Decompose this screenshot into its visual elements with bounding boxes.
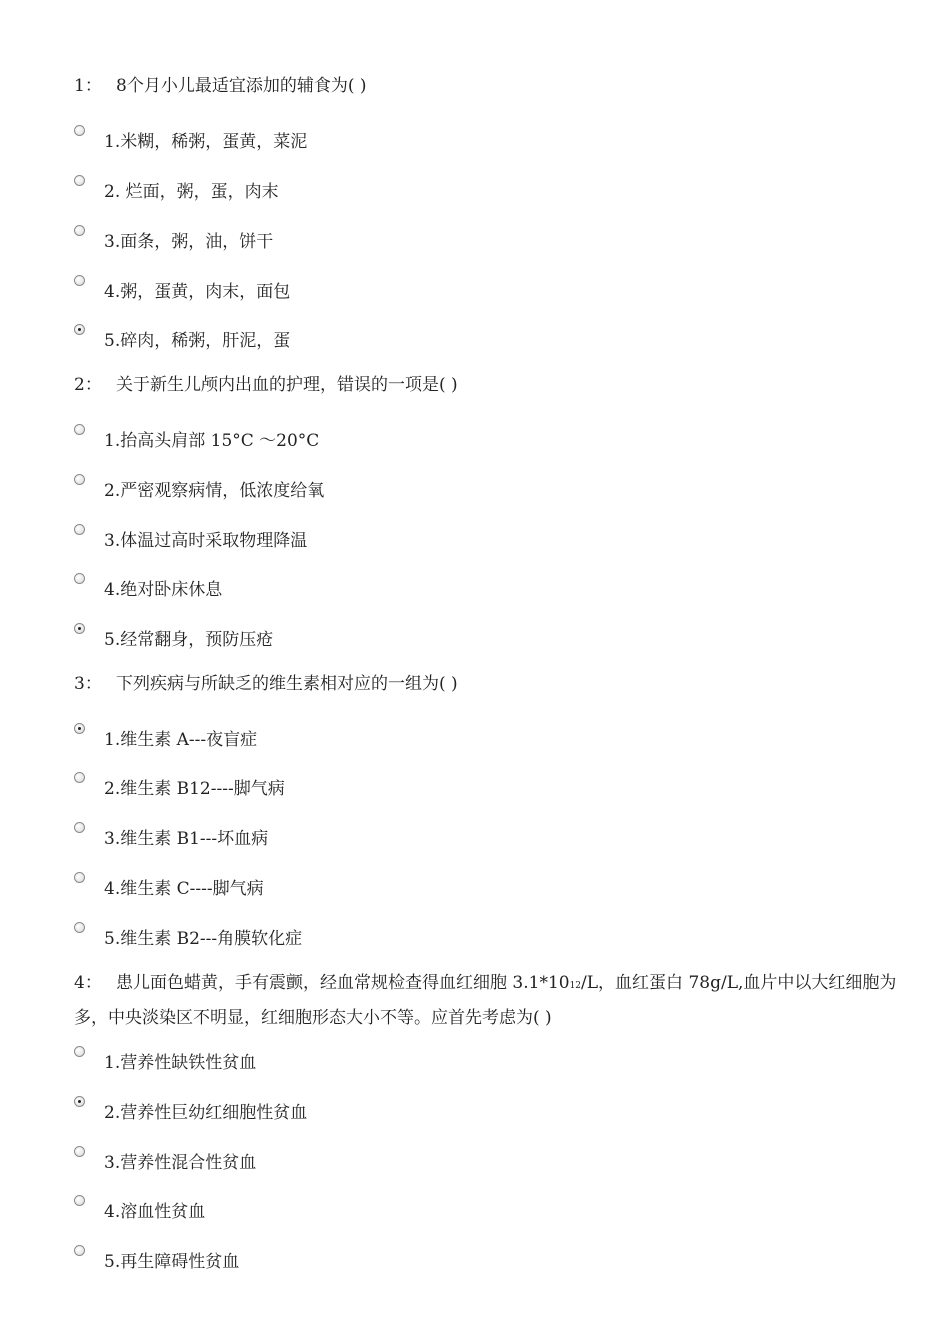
radio-button[interactable] (74, 573, 85, 584)
radio-button[interactable] (74, 1046, 85, 1057)
option-label: 3.体温过高时采取物理降温 (104, 531, 308, 551)
question-prompt: 下列疾病与所缺乏的维生素相对应的一组为( ) (116, 674, 458, 694)
radio-button-selected[interactable] (74, 324, 85, 335)
option-label: 4.粥，蛋黄，肉末，面包 (104, 282, 291, 302)
radio-button[interactable] (74, 125, 85, 136)
radio-button[interactable] (74, 275, 85, 286)
question-prompt: 8个月小儿最适宜添加的辅食为( ) (116, 76, 367, 96)
option-label: 5.维生素 B2---角膜软化症 (104, 929, 303, 949)
option-label: 1.米糊，稀粥，蛋黄，菜泥 (104, 132, 308, 152)
question-number: 1： (74, 76, 102, 96)
question-prompt: 关于新生儿颅内出血的护理，错误的一项是( ) (116, 375, 458, 395)
radio-button[interactable] (74, 1245, 85, 1256)
option-label: 2.营养性巨幼红细胞性贫血 (104, 1103, 308, 1123)
radio-button[interactable] (74, 772, 85, 783)
question-3-text (74, 668, 926, 700)
option-label: 4.绝对卧床休息 (104, 580, 223, 600)
question-number: 3： (74, 674, 102, 694)
radio-button[interactable] (74, 424, 85, 435)
question-number: 2： (74, 375, 102, 395)
question-3 (74, 668, 926, 700)
option-label: 4.维生素 C----脚气病 (104, 879, 264, 899)
radio-button[interactable] (74, 1146, 85, 1157)
option-label: 5.再生障碍性贫血 (104, 1252, 240, 1272)
option-label: 2. 烂面，粥，蛋，肉末 (104, 182, 279, 202)
radio-button-selected[interactable] (74, 1096, 85, 1107)
radio-button[interactable] (74, 872, 85, 883)
radio-button-selected[interactable] (74, 723, 85, 734)
option-label: 1.营养性缺铁性贫血 (104, 1053, 257, 1073)
radio-button-selected[interactable] (74, 623, 85, 634)
question-2 (74, 369, 926, 401)
question-2-text (74, 369, 926, 401)
option-label: 1.抬高头肩部 15°C ～20°C (104, 431, 320, 451)
radio-button[interactable] (74, 1195, 85, 1206)
question-prompt-continued: /L，血红蛋白 78g/L,血片中以大红细胞为多，中央淡染区不明显，红细胞形态大小不等。应首先考虑为( ) (74, 973, 897, 1028)
option-label: 3.面条，粥，油，饼干 (104, 232, 274, 252)
exponent: 12 (569, 981, 582, 991)
option-label: 3.维生素 B1---坏血病 (104, 829, 269, 849)
radio-button[interactable] (74, 922, 85, 933)
question-1 (74, 70, 926, 102)
option-label: 2.维生素 B12----脚气病 (104, 779, 285, 799)
question-1-text (74, 70, 926, 102)
question-4 (74, 967, 926, 1034)
radio-button[interactable] (74, 225, 85, 236)
option-label: 5.碎肉，稀粥，肝泥，蛋 (104, 331, 291, 351)
question-prompt: 患儿面色蜡黄，手有震颤，经血常规检查得血红细胞 3.1*10 (116, 973, 570, 993)
option-label: 2.严密观察病情，低浓度给氧 (104, 481, 325, 501)
option-label: 3.营养性混合性贫血 (104, 1153, 257, 1173)
option-label: 5.经常翻身，预防压疮 (104, 630, 274, 650)
radio-button[interactable] (74, 524, 85, 535)
radio-button[interactable] (74, 474, 85, 485)
question-4-text (74, 967, 926, 1034)
radio-button[interactable] (74, 822, 85, 833)
radio-button[interactable] (74, 175, 85, 186)
question-number: 4： (74, 973, 102, 993)
option-label: 1.维生素 A---夜盲症 (104, 730, 258, 750)
option-label: 4.溶血性贫血 (104, 1202, 206, 1222)
